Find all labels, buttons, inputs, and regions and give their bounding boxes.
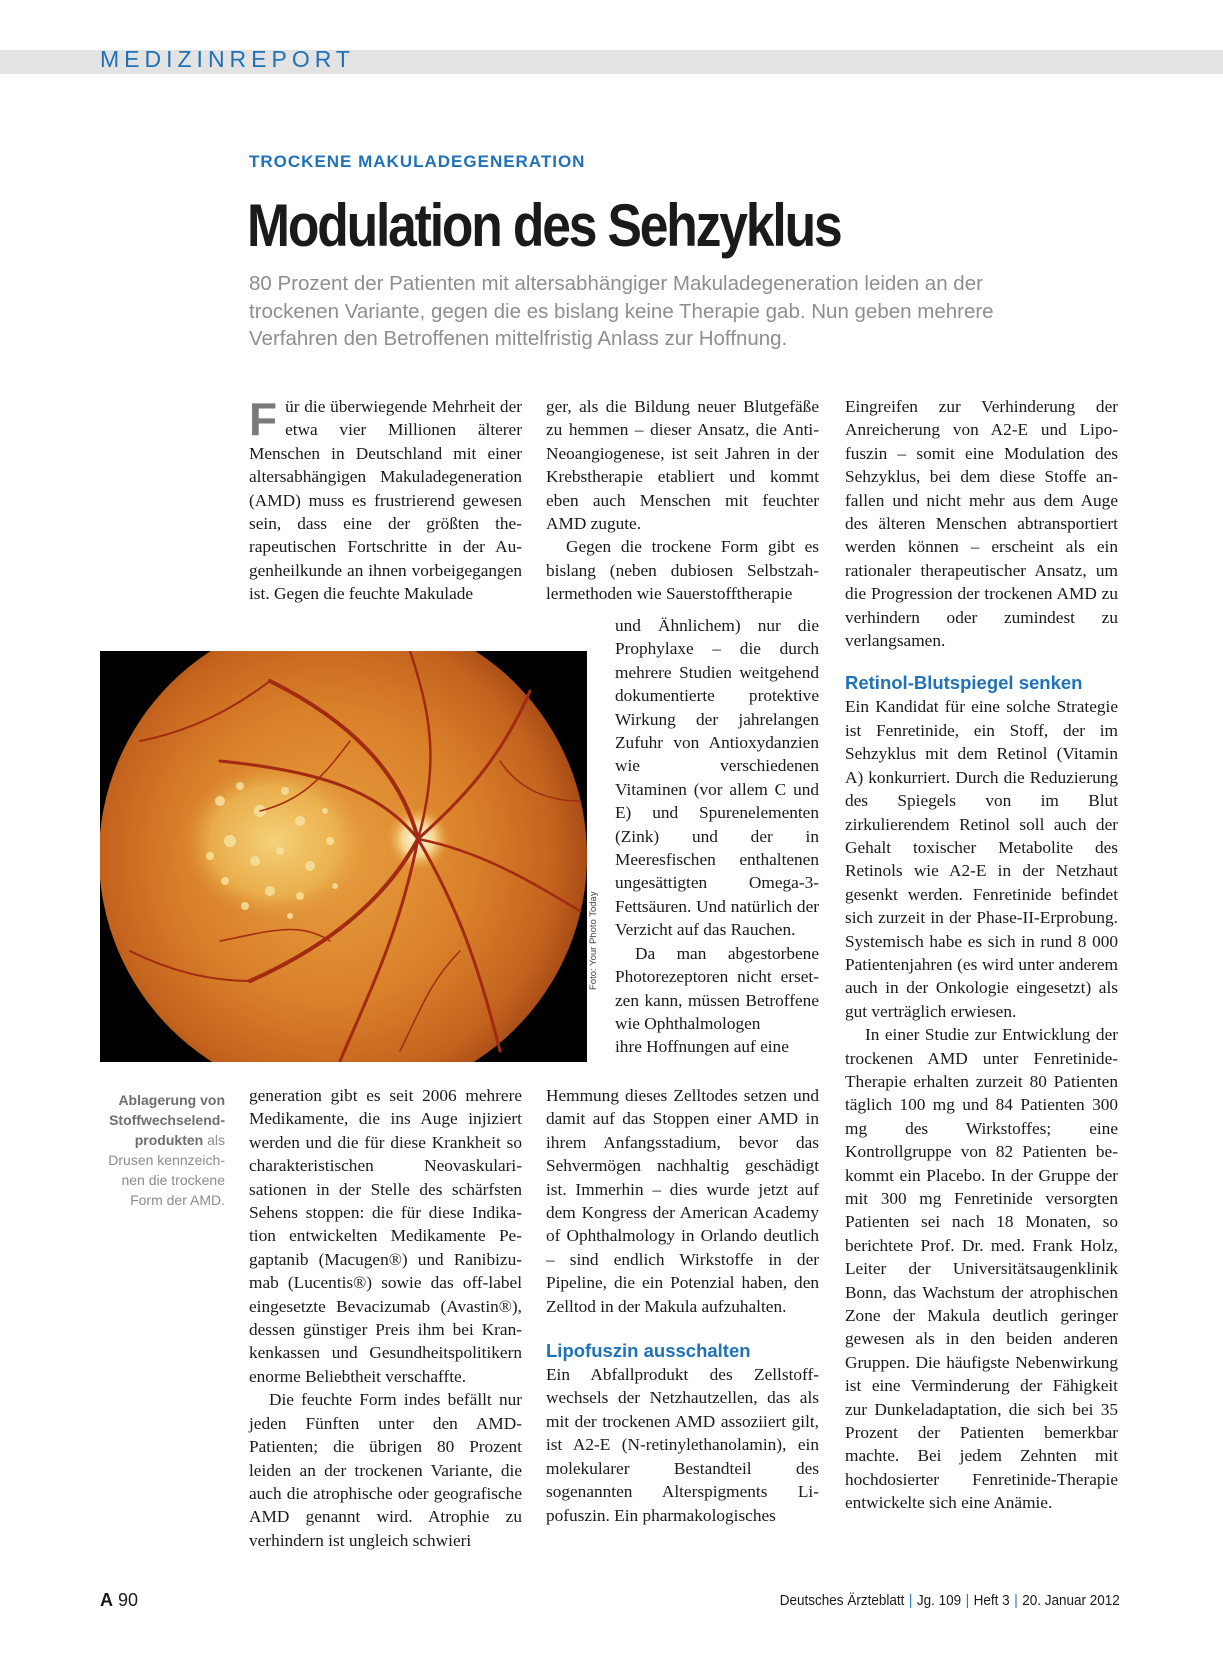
column-2-narrow bbox=[615, 614, 819, 1059]
article-title: Modulation des Sehzyklus bbox=[247, 192, 841, 259]
caption-bold: Ablagerung von Stoffwechselendprodukten bbox=[109, 1092, 225, 1148]
journal-issue: Heft 3 bbox=[973, 1592, 1010, 1609]
column-1-bottom bbox=[249, 1084, 522, 1552]
column-2-top bbox=[546, 395, 819, 606]
column-1-paragraph: generation gibt es seit 2006 mehrere Medikamente, die ins Auge injiziert werden und die für diese Krankheit so charakteristischen Neovaskularisationen in der Stelle des schärfsten Sehens stoppen: die für diese Indikation entwickelten Medikamente Pegaptanib (Macugen®) und Ranibizumab (Lucentis®) sowie das off-label eingesetzte Bevacizumab (Avastin®), dessen günstiger Preis ihm bei Krankenkassen und Gesundheitspolitikern enorme Beliebtheit verschaffte. bbox=[249, 1086, 522, 1386]
subheading-lipofuszin: Lipofuszin ausschalten bbox=[546, 1340, 751, 1362]
column-1-top bbox=[249, 395, 522, 606]
column-3-paragraph: Eingreifen zur Verhinderung der Anreicherung von A2-E und Lipofuszin – somit eine Modulation des Sehzyklus, bei dem diese Stoffe anfallen und nicht mehr aus dem Auge des älteren Menschen abtransportiert werden können – erscheint als ein rationaler therapeutischer Ansatz, um die Progression der trockenen AMD zu verhindern oder zumindest zu verlangsamen. bbox=[845, 397, 1118, 651]
drop-cap: F bbox=[249, 393, 278, 445]
journal-date: 20. Januar 2012 bbox=[1022, 1592, 1120, 1609]
section-label: MEDIZINREPORT bbox=[100, 46, 355, 72]
article-kicker: TROCKENE MAKULADEGENERATION bbox=[249, 152, 586, 171]
journal-info: Deutsches Ärzteblatt | Jg. 109 | Heft 3 | 20. Januar 2012 bbox=[779, 1592, 1120, 1609]
column-2-paragraph: Gegen die trockene Form gibt es bislang (neben dubiosen Selbstzahlermethoden wie Sauerstofftherapie bbox=[546, 537, 819, 604]
column-1-paragraph: Die feuchte Form indes befällt nur jeden Fünften unter den AMD-Patienten; die übrigen 80 Prozent leiden an der trockenen Variante, die auch die atrophische oder geografische AMD genannt wird. Atrophie zu verhindern ist ungleich schwieri bbox=[249, 1390, 522, 1550]
journal-volume: Jg. 109 bbox=[917, 1592, 962, 1609]
page-prefix: A bbox=[100, 1590, 113, 1610]
column-2-paragraph: ger, als die Bildung neuer Blutgefäße zu hemmen – dieser Ansatz, die Anti-Neoangiogenese, ist seit Jahren in der Krebstherapie etabliert und kommt eben auch Menschen mit feuchter AMD zugute. bbox=[546, 397, 819, 534]
column-1-intro-text: ür die überwiegende Mehrheit der etwa vier Millionen älterer Menschen in Deutschland mit einer altersabhängigen Makuladegeneration (AMD) muss es frustrierend gewesen sein, dass eine der größten therapeutischen Fortschritte in der Augenheilkunde an ihnen vorbeigegangen ist. Gegen die feuchte Makulade bbox=[249, 397, 522, 604]
fundus-photo bbox=[100, 651, 587, 1062]
photo-caption bbox=[95, 1090, 225, 1210]
column-2-line: ihre Hoffnungen auf eine bbox=[615, 1037, 789, 1057]
column-2-paragraph: Hemmung dieses Zelltodes setzen und damit auf das Stoppen einer AMD in ihrem Anfangsstadium, bevor das Sehvermögen nachhaltig geschädigt ist. Immerhin – dies wurde jetzt auf dem Kongress der American Academy of Ophthalmology in Orlando deutlich – sind endlich Wirkstoffe in der Pipeline, die ein Potenzial haben, den Zelltod in der Makula aufzuhalten. bbox=[546, 1086, 819, 1316]
subheading-retinol: Retinol-Blutspiegel senken bbox=[845, 672, 1083, 694]
page-number-value: 90 bbox=[118, 1590, 139, 1610]
column-3 bbox=[845, 395, 1118, 1515]
caption-text: als Drusen kennzeichnen die trockene Form der AMD. bbox=[108, 1132, 225, 1208]
column-2-paragraph: und Ähnlichem) nur die Prophylaxe – die durch mehrere Studien weitgehend dokumentierte protektive Wirkung der jahrelangen Zufuhr von Antioxydanzien wie verschiedenen Vitaminen (vor allem C und E) und Spurenelementen (Zink) und der in Meeresfischen enthaltenen ungesättigten Omega-3-Fettsäuren. Und natürlich der Verzicht auf das Rauchen. bbox=[615, 616, 819, 940]
journal-name: Deutsches Ärzteblatt bbox=[779, 1592, 905, 1609]
article-lead: 80 Prozent der Patienten mit altersabhängiger Makuladegeneration leiden an der trockenen Variante, gegen die es bislang keine Therapie gab. Nun geben mehrere Verfahren den Betroffenen mittelfristig Anlass zur Hoffnung. bbox=[249, 272, 994, 350]
column-3-paragraph: In einer Studie zur Entwicklung der trockenen AMD unter Fenretinide-Therapie erhalten zurzeit 80 Patienten täglich 100 mg und 84 Patienten 300 mg des Wirkstoffes; eine Kontrollgruppe von 82 Patienten bekommt ein Placebo. In der Gruppe der mit 300 mg Fenretinide versorgten Patienten sei nach 18 Monaten, so berichtete Prof. Dr. med. Frank Holz, Leiter der Universitätsaugenklinik Bonn, das Wachstum der atrophischen Zone der Makula deutlich geringer gewesen als in den beiden anderen Gruppen. Die häufigste Nebenwirkung ist eine Verminderung der Fähigkeit zur Dunkeladaptation, die sich bei 35 Prozent der Patienten bemerkbar machte. Bei jedem Zehnten mit hochdosierter Fenretinide-Therapie entwickelte sich eine Anämie. bbox=[845, 1025, 1118, 1513]
column-2-bottom bbox=[546, 1084, 819, 1527]
photo-credit: Foto: Your Photo Today bbox=[588, 891, 599, 990]
column-2-paragraph: Ein Abfallprodukt des Zellstoffwechsels der Netzhautzellen, das als mit der trockenen AMD assoziiert gilt, ist A2-E (N-retinylethanolamin), ein molekularer Bestandteil des sogenannten Alterspigments Lipofuszin. Ein pharmakologisches bbox=[546, 1365, 819, 1525]
column-3-paragraph: Ein Kandidat für eine solche Strategie ist Fenretinide, ein Stoff, der im Sehzyklus mit dem Retinol (Vitamin A) konkurriert. Durch die Reduzierung des Spiegels von im Blut zirkulierendem Retinol soll auch der Gehalt toxischer Metabolite des Retinols wie A2-E in der Netzhaut gesenkt werden. Fenretinide befindet sich zurzeit in der Phase-II-Erprobung. Systemisch habe es sich in rund 8 000 Patientenjahren (es wird unter anderem auch in der Onkologie eingesetzt) als gut verträglich erwiesen. bbox=[845, 697, 1118, 1021]
column-2-paragraph: Da man abgestorbene Photorezeptoren nicht ersetzen kann, müssen Betroffene wie Ophthalmologen bbox=[615, 943, 819, 1033]
page-number bbox=[100, 1590, 138, 1611]
